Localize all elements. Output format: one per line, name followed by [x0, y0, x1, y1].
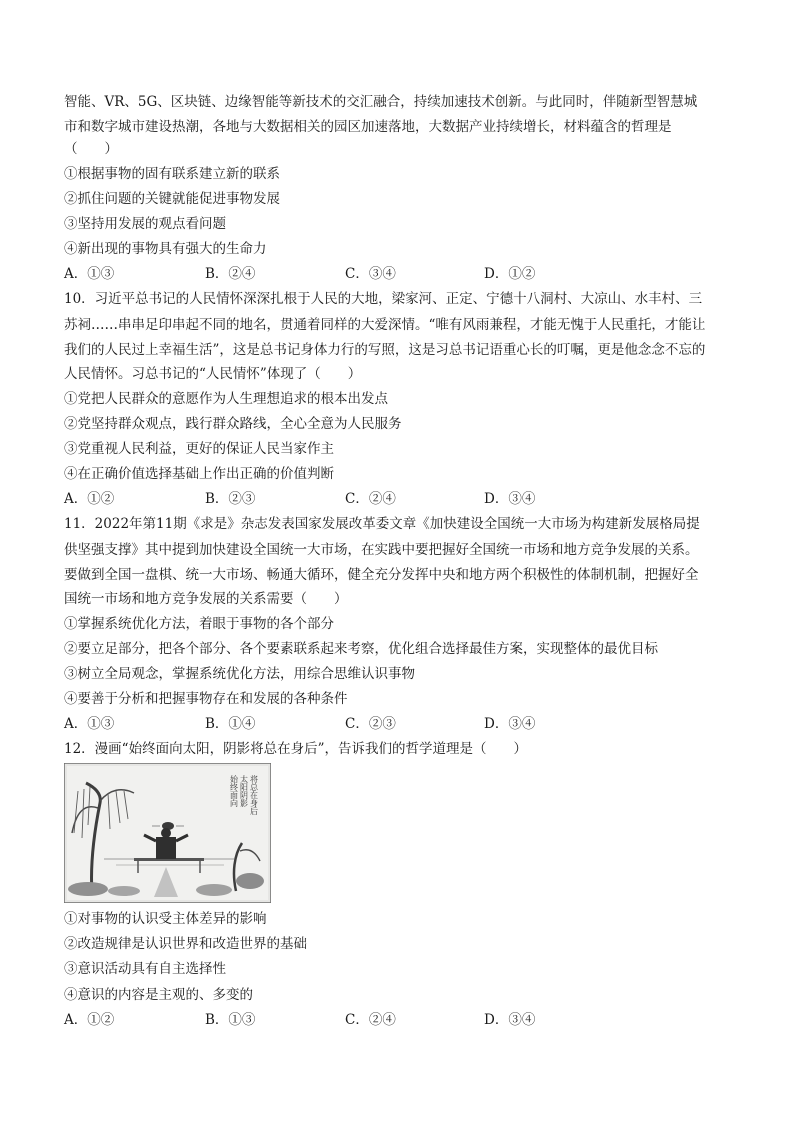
q9-statement-2: ②抓住问题的关键就能促进事物发展 [64, 191, 280, 207]
q12-option-d[interactable]: D．③④ [484, 1012, 536, 1028]
q11-stem-line-1: 11．2022年第11期《求是》杂志发表国家发展改革委文章《加快建设全国统一大市场为构建新发展格局提 [64, 516, 700, 532]
q10-stem-line-4: 人民情怀。习总书记的“人民情怀”体现了（ ） [64, 366, 362, 382]
q9-statement-1: ①根据事物的固有联系建立新的联系 [64, 166, 280, 182]
q11-stem-line-2: 供坚强支撑》其中提到加快建设全国统一大市场，在实践中要把握好全国统一市场和地方竞争发展的关系。 [64, 542, 699, 558]
q11-option-c[interactable]: C．②③ [345, 716, 396, 732]
q11-option-a[interactable]: A．①③ [64, 716, 115, 732]
q11-statement-3: ③树立全局观念，掌握系统优化方法，用综合思维认识事物 [64, 666, 415, 682]
cartoon-image [64, 763, 271, 903]
q12-statement-4: ④意识的内容是主观的、多变的 [64, 987, 253, 1003]
q10-stem-line-3: 我们的人民过上幸福生活”，这是总书记身体力行的写照，这是习总书记语重心长的叮嘱，更是他念念不忘的 [64, 342, 706, 358]
q12-options [64, 1011, 724, 1029]
q11-statement-4: ④要善于分析和把握事物存在和发展的各种条件 [64, 691, 348, 707]
q10-stem-line-1: 10．习近平总书记的人民情怀深深扎根于人民的大地，梁家河、正定、宁德十八洞村、大凉山、水丰村、三 [64, 291, 703, 307]
q10-statement-4: ④在正确价值选择基础上作出正确的价值判断 [64, 466, 334, 482]
q11-stem-line-3: 要做到全国一盘棋、统一大市场、畅通大循环，健全充分发挥中央和地方两个积极性的体制机制，把握好全 [64, 567, 699, 583]
svg-text:将总在身后: 将总在身后 [249, 775, 259, 815]
q10-statement-1: ①党把人民群众的意愿作为人生理想追求的根本出发点 [64, 391, 388, 407]
q9-statement-4: ④新出现的事物具有强大的生命力 [64, 241, 267, 257]
q9-statement-3: ③坚持用发展的观点看问题 [64, 216, 226, 232]
q10-stem-line-2: 苏祠……串串足印串起不同的地名，贯通着同样的大爱深情。“唯有风雨兼程，才能无愧于人民重托，才能让 [64, 317, 706, 333]
q10-options [64, 490, 724, 508]
q12-statement-2: ②改造规律是认识世界和改造世界的基础 [64, 936, 307, 952]
svg-text:太阳阴影: 太阳阴影 [239, 775, 249, 807]
q10-option-c[interactable]: C．②④ [345, 491, 396, 507]
q12-option-a[interactable]: A．①② [64, 1012, 115, 1028]
q11-option-d[interactable]: D．③④ [484, 716, 536, 732]
q12-statement-1: ①对事物的认识受主体差异的影响 [64, 911, 267, 927]
q9-option-a[interactable]: A．①③ [64, 266, 115, 282]
q11-options [64, 715, 724, 733]
q9-option-b[interactable]: B．②④ [205, 266, 256, 282]
q10-statement-3: ③党重视人民利益，更好的保证人民当家作主 [64, 441, 334, 457]
q12-option-b[interactable]: B．①③ [205, 1012, 256, 1028]
q11-statement-2: ②要立足部分，把各个部分、各个要素联系起来考察，优化组合选择最佳方案，实现整体的最优目标 [64, 641, 658, 657]
q9-options [64, 265, 724, 283]
q11-stem-line-4: 国统一市场和地方竞争发展的关系需要（ ） [64, 591, 348, 607]
q10-statement-2: ②党坚持群众观点，践行群众路线，全心全意为人民服务 [64, 416, 402, 432]
q12-option-c[interactable]: C．②④ [345, 1012, 396, 1028]
q10-option-a[interactable]: A．①② [64, 491, 115, 507]
q11-statement-1: ①掌握系统优化方法，着眼于事物的各个部分 [64, 616, 334, 632]
q12-statement-3: ③意识活动具有自主选择性 [64, 961, 226, 977]
q9-option-c[interactable]: C．③④ [345, 266, 396, 282]
q9-stem-line-2: 市和数字城市建设热潮，各地与大数据相关的园区加速落地，大数据产业持续增长，材料蕴含的哲理是 [64, 119, 672, 135]
q11-option-b[interactable]: B．①④ [205, 716, 256, 732]
q9-stem-line-3: （ ） [64, 141, 118, 157]
q9-option-d[interactable]: D．①② [484, 266, 536, 282]
q10-option-b[interactable]: B．②③ [205, 491, 256, 507]
q10-option-d[interactable]: D．③④ [484, 491, 536, 507]
q12-stem-line-1: 12．漫画“始终面向太阳，阴影将总在身后”，告诉我们的哲学道理是（ ） [64, 741, 527, 757]
q9-stem-line-1: 智能、VR、5G、区块链、边缘智能等新技术的交汇融合，持续加速技术创新。与此同时，伴随新型智慧城 [64, 94, 698, 110]
svg-text:始终面向: 始终面向 [229, 775, 239, 807]
